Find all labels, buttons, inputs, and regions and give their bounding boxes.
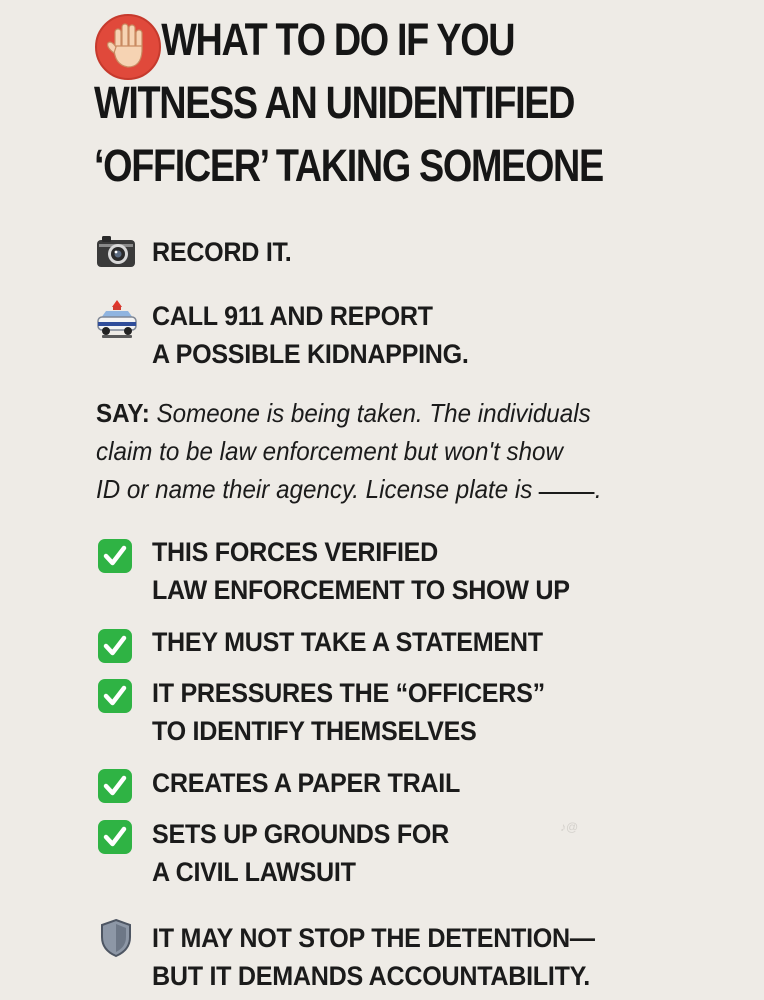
title-line-3: ‘OFFICER’ TAKING SOMEONE [94,140,603,191]
check-mark-icon [97,678,133,714]
camera-icon [96,234,136,268]
check-item-paper-trail [152,764,483,802]
check-item-line: CREATES A PAPER TRAIL [152,768,461,798]
check-item-verified [152,533,601,609]
say-label: SAY: [96,398,150,428]
check-mark-icon [97,768,133,804]
check-item-identify [152,674,574,750]
closing-line-2: BUT IT DEMANDS ACCOUNTABILITY. [152,961,591,991]
watermark: ♪@ [560,820,579,834]
check-item-line: SETS UP GROUNDS FOR [152,819,449,849]
check-item-line: THEY MUST TAKE A STATEMENT [152,627,543,657]
check-mark-icon [97,628,133,664]
shield-icon [99,918,133,958]
check-item-line: IT PRESSURES THE “OFFICERS” [152,678,545,708]
check-item-statement [152,623,572,661]
say-script [96,394,691,508]
title-line-2: WITNESS AN UNIDENTIFIED [94,77,575,128]
say-line-3: ID or name their agency. License plate is [96,474,533,504]
say-line-2: claim to be law enforcement but won't show [96,436,563,466]
say-end: . [594,474,602,504]
check-item-line: A CIVIL LAWSUIT [152,857,356,887]
check-item-line: TO IDENTIFY THEMSELVES [152,716,477,746]
check-item-line: THIS FORCES VERIFIED [152,537,439,567]
step-record [152,233,302,271]
check-mark-icon [97,538,133,574]
title-line-1: WHAT TO DO IF YOU [161,14,515,65]
step-call-line-2: A POSSIBLE KIDNAPPING. [152,339,469,369]
license-plate-blank [539,492,595,494]
say-line-1: Someone is being taken. The individuals [156,398,591,428]
check-item-lawsuit [152,815,471,891]
closing-line-1: IT MAY NOT STOP THE DETENTION— [152,923,595,953]
step-call [152,297,492,373]
check-mark-icon [97,819,133,855]
check-item-line: LAW ENFORCEMENT TO SHOW UP [152,575,570,605]
step-call-line-1: CALL 911 AND REPORT [152,301,433,331]
closing-statement [152,919,628,995]
step-record-line-1: RECORD IT. [152,237,292,267]
page-title [94,8,734,197]
police-car-icon [96,298,138,340]
